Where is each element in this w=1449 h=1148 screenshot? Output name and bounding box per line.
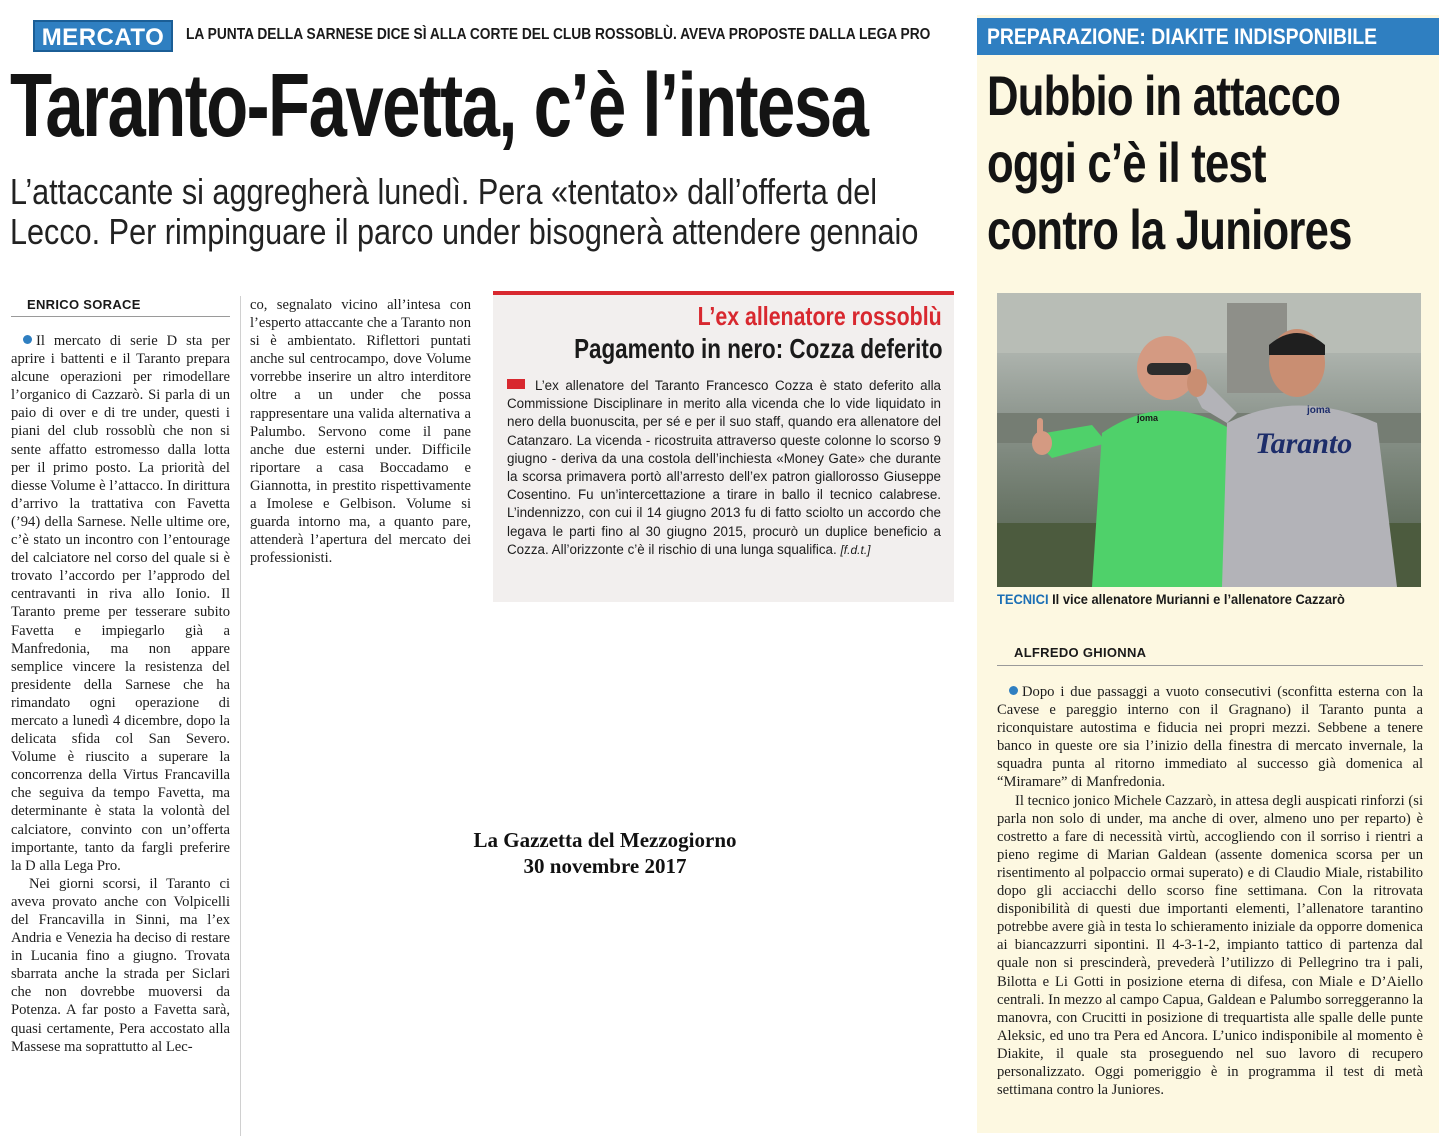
photo-coaches — [997, 293, 1421, 587]
paragraph: Il tecnico jonico Michele Cazzarò, in attesa degli auspicati rinforzi (si parla non solo di under, ma anche di over, almeno uno per reparto) è costretto a fare di necessità virtù, accogliendo con il sorriso i rientri a pieno regime di Marian Galdean (assente domenica scorsa per un risentimento al polpaccio ormai superato) e di Claudio Miale, ristabilito dopo gli acciacchi dello scorso fine settimana. Con la ritrovata disponibilità di questi due importanti elementi, l’allenatore tarantino potrebbe avere già in testa lo schieramento iniziale da opporre domenica ai biancazzurri sipontini. Il 4-3-1-2, impianto tattico di partenza dal quale non si prescinderà, prevederà l’utilizzo di Pellegrino tra i pali, Bilotta e Li Gotti in posizione eterna di difesa, con Miale e D’Aiello centrali. In mezzo al campo Capua, Galdean e Palumbo sorreggeranno la manovra, con Crucitti in posizione di trequartista alle spalle delle punte Aleksic, ed uno tra Pera ed Ancora. L’unico indisponibile al momento è Diakite, il quale sta proseguendo nel suo lavoro di recupero personalizzato. Oggi pomeriggio è in programma il test di metà settimana contro la Juniores. — [997, 792, 1423, 1099]
section-tag: MERCATO — [33, 20, 173, 52]
photo-caption — [997, 591, 1393, 607]
shirt-text: Taranto — [1255, 427, 1353, 460]
article-column-1 — [11, 332, 230, 1056]
paragraph: co, segnalato vicino all’intesa con l’esperto attaccante che a Taranto non si è ambientato. Riflettori puntati anche sul centrocampo, dove Volume vorrebbe inserire un altro interditore oltre a un under che possa rappresentare una valida alternativa a Palumbo. Servono come il pane anche due esterni under. Difficile riportare a casa Boccadamo e Giannotta, in prestito rispettivamente a Imolese e Gelbison. Volume si guarda intorno ma, a quanto pare, attenderà l’apertura del mercato dei professionisti. — [250, 297, 471, 567]
publication-name: La Gazzetta del Mezzogiorno — [473, 828, 737, 852]
subheadline-line: L’attaccante si aggregherà lunedì. Pera «tentato» dall’offerta del — [10, 171, 878, 212]
byline: ENRICO SORACE — [27, 297, 141, 312]
subheadline-line: Lecco. Per rimpinguare il parco under bisognerà attendere gennaio — [10, 211, 919, 252]
photo-illustration — [997, 293, 1421, 587]
publication-date: 30 novembre 2017 — [523, 854, 687, 878]
paragraph: Il mercato di serie D sta per aprire i battenti e il Taranto prepara alcune operazioni per rimodellare l’organico di Cazzarò. Si parla di un paio di over e di tre under, questi i piani del club rossoblù che non si sente affatto estromesso dalla lotta per il primo posto. La priorità del diesse Volume è l’attacco. In dirittura d’arrivo la trattativa con Favetta (’94) della Sarnese. Nelle ultime ore, c’è stato un incontro con l’entourage del calciatore nel corso del quale si è trovato l’accordo per l’approdo del centravanti in riva allo Ionio. Il Taranto preme per tesserare subito Favetta e impiegarlo già a Manfredonia, ma non appare semplice vincere la resistenza del presidente della Sarnese che ha rimandato ogni operazione di mercato a lunedì 4 dicembre, dopo la delicata sfida col San Severo. Volume è riuscito a superare la concorrenza della Virtus Francavilla che seguiva da tempo Favetta, ma determinante è stata la volontà del calciatore, convinto con un’offerta importante, tanto da fargli preferire la D alla Lega Pro. — [11, 333, 230, 874]
sidebar-box — [493, 291, 954, 602]
bullet-icon — [23, 335, 32, 344]
red-square-icon — [507, 379, 525, 389]
sidebar-kicker: L’ex allenatore rossoblù — [697, 301, 942, 331]
bullet-icon — [1009, 686, 1018, 695]
sidebar-text: L’ex allenatore del Taranto Francesco Cozza è stato deferito alla Commissione Disciplinare in merito alla vicenda che lo vide liquidato in nero della buonuscita, per sé e per il suo staff, quando era allenatore del Catanzaro. La vicenda - ricostruita attraverso queste colonne lo scorso 9 giugno - deriva da una costola dell’inchiesta «Money Gate» che durante la scorsa primavera portò all’arresto dell’ex patron giallorosso Giuseppe Cosentino. Fu un’intercettazione a tirare in ballo il tecnico calabrese. L’indennizzo, con cui il 14 giugno 2013 fu di fatto sciolto un accordo che legava le parti fino al 30 giugno 2015, procurò un duplice beneficio a Cozza. All’orizzonte c’è il rischio di una lunga squalifica. — [507, 378, 941, 557]
right-kicker — [977, 18, 1439, 55]
column-divider — [240, 296, 241, 1136]
headline-line: oggi c’è il test — [987, 131, 1266, 194]
shirt-brand-left: joma — [1137, 413, 1159, 423]
signature: [f.d.t.] — [840, 542, 871, 557]
byline-divider — [11, 316, 230, 317]
headline: Taranto-Favetta, c’è l’intesa — [10, 56, 868, 156]
caption-label: TECNICI — [997, 591, 1049, 607]
subheadline — [10, 172, 945, 252]
sidebar-body — [507, 377, 941, 559]
caption-text: Il vice allenatore Murianni e l’allenatore Cazzarò — [1052, 591, 1345, 607]
right-article-body — [997, 683, 1423, 1099]
paragraph: Nei giorni scorsi, il Taranto ci aveva provato anche con Volpicelli del Francavilla in Sinni, ma l’ex Andria e Venezia ha deciso di restare in Lucania fino a giugno. Trovata sbarrata anche la strada per Siclari che non dovrebbe muoversi da Potenza. A far posto a Favetta sarà, quasi certamente, Pera accostato alla Massese ma soprattutto al Lec- — [11, 875, 230, 1055]
right-kicker-text: PREPARAZIONE: DIAKITE INDISPONIBILE — [987, 24, 1378, 49]
paragraph: Dopo i due passaggi a vuoto consecutivi (sconfitta esterna con la Cavese e pareggio interno con il Gragnano) il Taranto punta a riconquistare autostima e fiducia nei propri mezzi. Sebbene a tenere banco in queste ore sia l’inizio della finestra di mercato invernale, la squadra punta al ritorno immediato al successo già domenica al “Miramare” di Manfredonia. — [997, 684, 1423, 791]
right-headline — [987, 62, 1449, 263]
kicker-text: LA PUNTA DELLA SARNESE DICE SÌ ALLA CORTE DEL CLUB ROSSOBLÙ. AVEVA PROPOSTE DALLA LEGA PRO — [186, 26, 931, 43]
headline-line: Dubbio in attacco — [987, 64, 1341, 127]
headline-line: contro la Juniores — [987, 198, 1352, 261]
shirt-brand: joma — [1307, 405, 1331, 416]
byline: ALFREDO GHIONNA — [1014, 645, 1147, 660]
article-column-2 — [250, 296, 471, 567]
byline-divider — [997, 665, 1423, 666]
sidebar-title: Pagamento in nero: Cozza deferito — [573, 333, 942, 364]
source-caption — [400, 827, 810, 879]
